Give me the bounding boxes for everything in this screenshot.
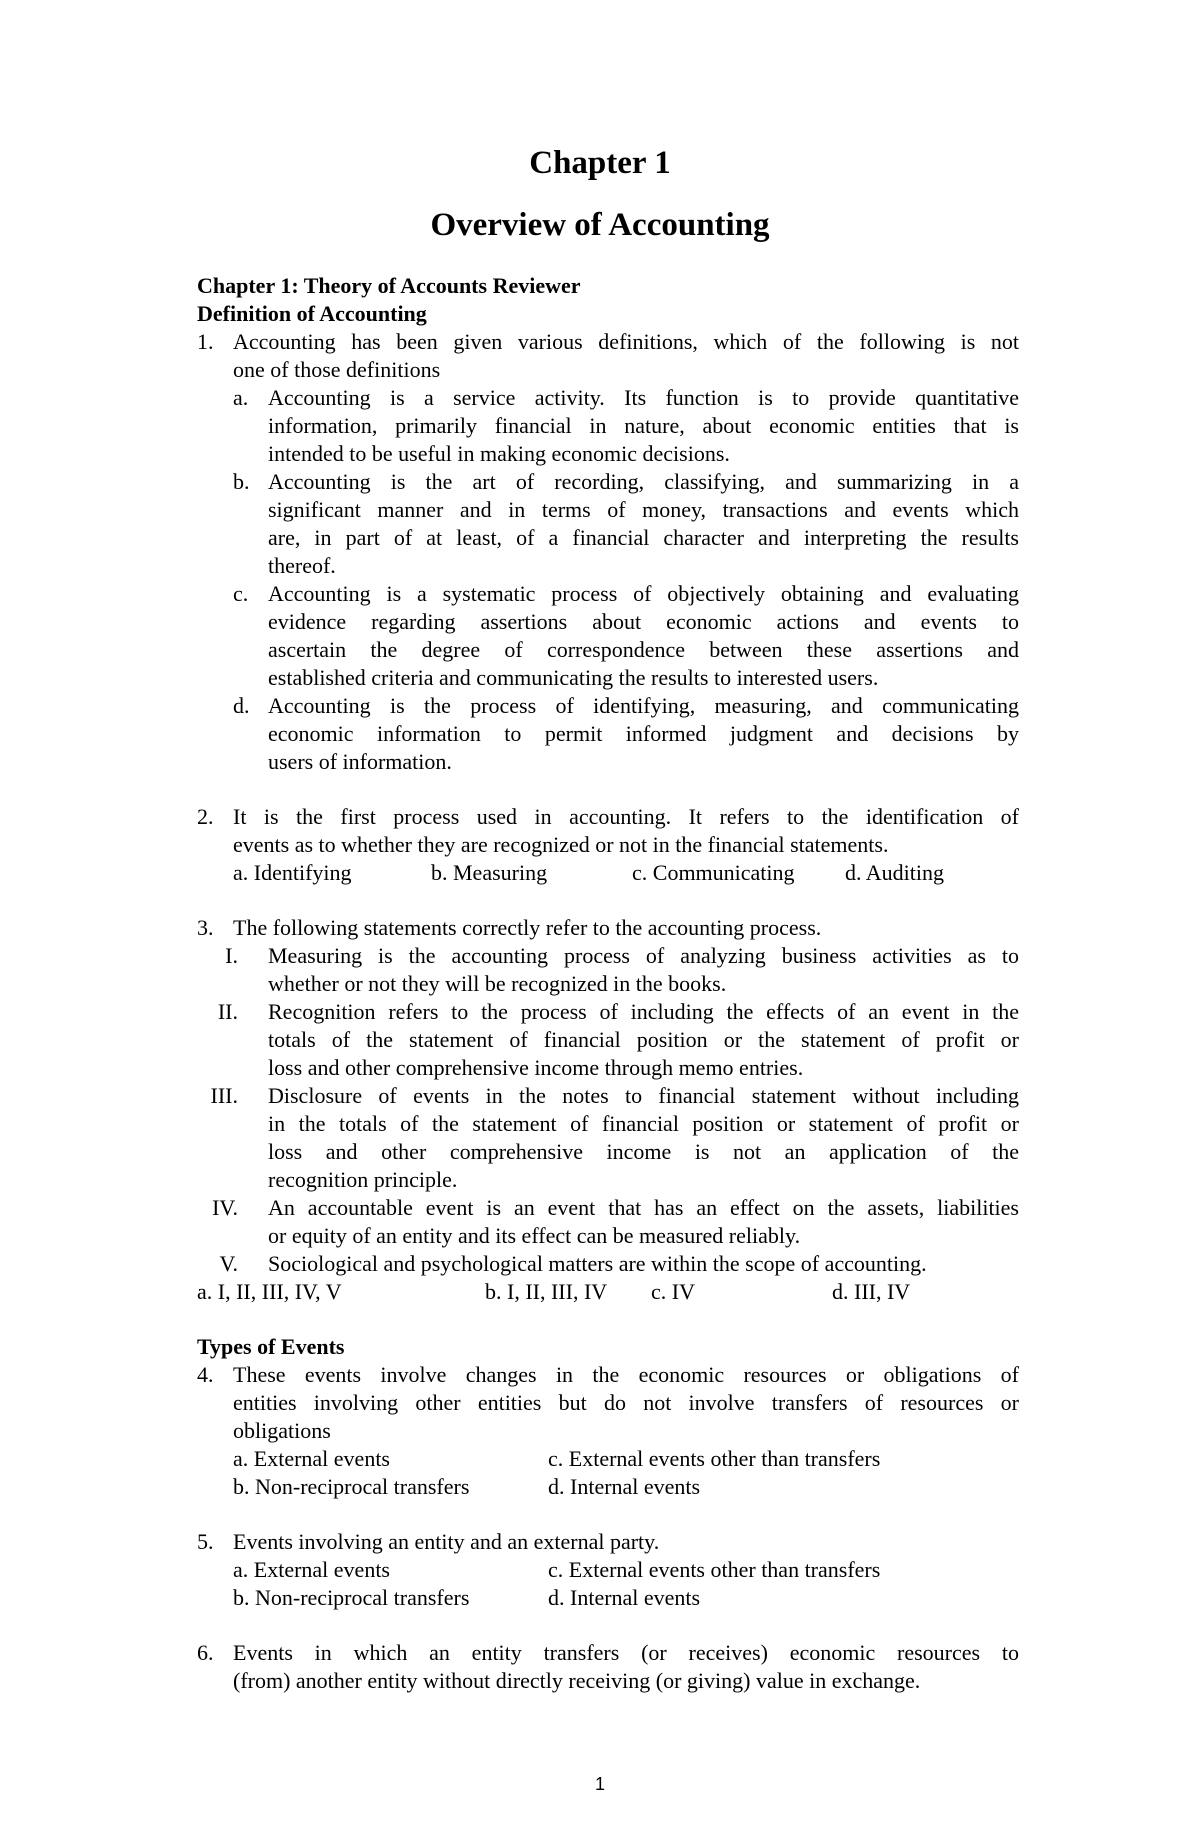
option-line: intended to be useful in making economic decisions.: [268, 441, 730, 466]
statement-line: Measuring is the accounting process of analyzing business activities as to: [268, 943, 1019, 968]
chapter-title: Overview of Accounting: [430, 207, 770, 243]
roman-numeral: III.: [210, 1083, 238, 1108]
answer-choice: b. Measuring: [431, 860, 548, 885]
question-number: 1.: [197, 329, 214, 354]
question-number: 2.: [197, 804, 214, 829]
question-number: 5.: [197, 1529, 214, 1554]
answer-choice: a. External events: [233, 1557, 390, 1582]
option-line: ascertain the degree of correspondence between these assertions and: [268, 637, 1019, 662]
option-line: are, in part of at least, of a financial character and interpreting the results: [268, 525, 1019, 550]
question-stem-line: Events in which an entity transfers (or receives) economic resources to: [233, 1640, 1019, 1665]
option-line: economic information to permit informed judgment and decisions by: [268, 721, 1019, 746]
question-stem-line: Events involving an entity and an external party.: [233, 1529, 660, 1554]
reviewer-heading: Chapter 1: Theory of Accounts Reviewer: [197, 273, 581, 298]
question-stem-line: These events involve changes in the economic resources or obligations of: [233, 1362, 1019, 1387]
statement-line: Disclosure of events in the notes to financial statement without including: [268, 1083, 1019, 1108]
option-line: evidence regarding assertions about economic actions and events to: [268, 609, 1019, 634]
answer-choice: c. Communicating: [632, 860, 795, 885]
roman-numeral: IV.: [212, 1195, 238, 1220]
question-number: 6.: [197, 1640, 214, 1665]
roman-numeral: I.: [225, 943, 238, 968]
question-stem-line: (from) another entity without directly receiving (or giving) value in exchange.: [233, 1668, 921, 1693]
statement-line: or equity of an entity and its effect can be measured reliably.: [268, 1223, 801, 1248]
section-types-heading: Types of Events: [197, 1334, 345, 1359]
section-definition-heading: Definition of Accounting: [197, 301, 427, 326]
statement-line: loss and other comprehensive income is not an application of the: [268, 1139, 1019, 1164]
statement-line: An accountable event is an event that has an effect on the assets, liabilities: [268, 1195, 1019, 1220]
page-number: 1: [594, 1774, 605, 1794]
answer-choice: b. I, II, III, IV: [485, 1279, 608, 1304]
statement-line: in the totals of the statement of financial position or statement of profit or: [268, 1111, 1019, 1136]
option-line: significant manner and in terms of money, transactions and events which: [268, 497, 1019, 522]
question-stem-line: Accounting has been given various definitions, which of the following is not: [233, 329, 1019, 354]
answer-choice: b. Non-reciprocal transfers: [233, 1585, 470, 1610]
answer-choice: a. I, II, III, IV, V: [197, 1279, 342, 1304]
answer-choice: a. External events: [233, 1446, 390, 1471]
option-line: Accounting is a systematic process of objectively obtaining and evaluating: [268, 581, 1019, 606]
option-label: d.: [233, 693, 250, 718]
answer-choice: d. Internal events: [548, 1474, 701, 1499]
question-stem-line: The following statements correctly refer to the accounting process.: [233, 915, 822, 940]
statement-line: loss and other comprehensive income through memo entries.: [268, 1055, 804, 1080]
statement-line: recognition principle.: [268, 1167, 458, 1192]
statement-line: whether or not they will be recognized in the books.: [268, 971, 727, 996]
option-line: information, primarily financial in nature, about economic entities that is: [268, 413, 1019, 438]
option-line: thereof.: [268, 553, 336, 578]
option-line: Accounting is the art of recording, classifying, and summarizing in a: [268, 469, 1019, 494]
answer-choice: d. III, IV: [832, 1279, 911, 1304]
answer-choice: a. Identifying: [233, 860, 352, 885]
question-stem-line: one of those definitions: [233, 357, 441, 382]
answer-choice: d. Auditing: [845, 860, 945, 885]
question-stem-line: obligations: [233, 1418, 331, 1443]
question-stem-line: entities involving other entities but do not involve transfers of resources or: [233, 1390, 1019, 1415]
statement-line: Sociological and psychological matters are within the scope of accounting.: [268, 1251, 927, 1276]
question-number: 4.: [197, 1362, 214, 1387]
answer-choice: c. External events other than transfers: [548, 1446, 881, 1471]
option-line: established criteria and communicating the results to interested users.: [268, 665, 879, 690]
roman-numeral: II.: [217, 999, 238, 1024]
answer-choice: b. Non-reciprocal transfers: [233, 1474, 470, 1499]
statement-line: totals of the statement of financial position or the statement of profit or: [268, 1027, 1019, 1052]
option-line: Accounting is the process of identifying, measuring, and communicating: [268, 693, 1019, 718]
option-label: b.: [233, 469, 250, 494]
roman-numeral: V.: [219, 1251, 238, 1276]
answer-choice: d. Internal events: [548, 1585, 701, 1610]
chapter-heading: Chapter 1: [529, 145, 671, 181]
question-stem-line: events as to whether they are recognized or not in the financial statements.: [233, 832, 889, 857]
statement-line: Recognition refers to the process of including the effects of an event in the: [268, 999, 1019, 1024]
option-line: Accounting is a service activity. Its function is to provide quantitative: [268, 385, 1019, 410]
question-stem-line: It is the first process used in accounting. It refers to the identification of: [233, 804, 1019, 829]
answer-choice: c. IV: [651, 1279, 695, 1304]
option-line: users of information.: [268, 749, 452, 774]
answer-choice: c. External events other than transfers: [548, 1557, 881, 1582]
question-number: 3.: [197, 915, 214, 940]
option-label: c.: [233, 581, 249, 606]
option-label: a.: [233, 385, 249, 410]
